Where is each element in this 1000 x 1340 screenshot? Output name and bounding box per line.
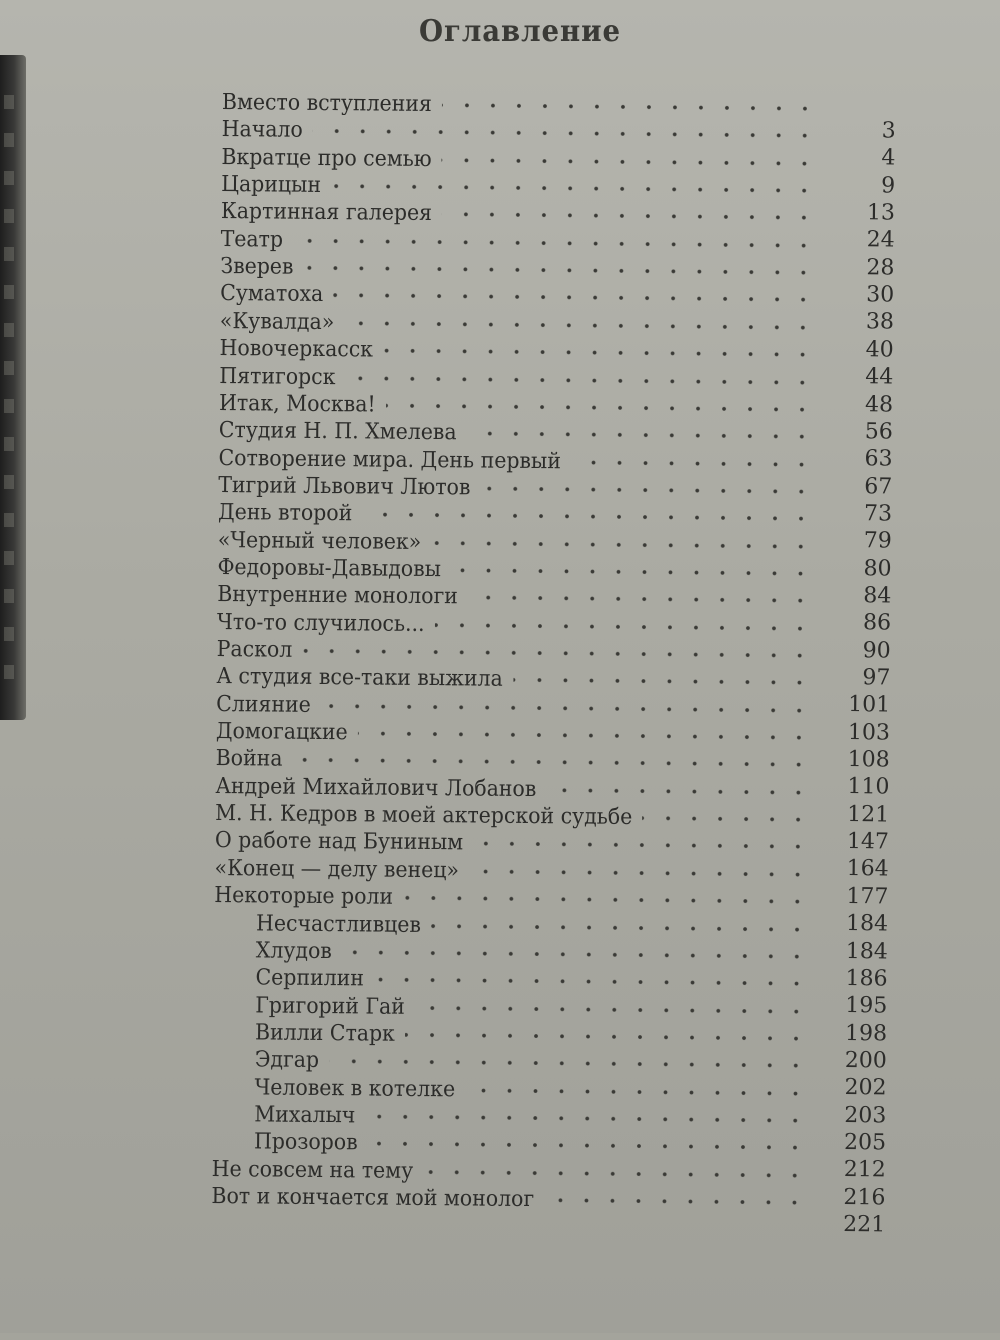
toc-subentry	[255, 1020, 817, 1051]
toc-entry-title: Слияние	[216, 691, 311, 718]
toc-entry-title: Некоторые роли	[214, 883, 394, 910]
toc-page-number: 4	[881, 145, 896, 171]
dot-leader	[405, 1033, 809, 1041]
toc-page-number: 216	[843, 1184, 886, 1211]
toc-entry-title: Тигрий Львович Лютов	[218, 472, 471, 501]
toc-page-number: 198	[844, 1020, 888, 1046]
toc-entry-title: Прозоров	[253, 1129, 358, 1156]
dot-leader	[321, 704, 812, 713]
toc-entry-title: Новочеркасск	[219, 336, 374, 363]
toc-page-number: 164	[846, 856, 889, 882]
toc-entry	[220, 254, 824, 286]
toc-entry	[219, 364, 823, 396]
toc-entry-title: «Черный человек»	[217, 527, 422, 555]
dot-leader	[403, 896, 810, 904]
toc-page-number: 90	[862, 637, 891, 664]
toc-entry-title: А студия все-таки выжила	[216, 664, 503, 693]
toc-page-number: 147	[846, 829, 890, 855]
toc-page-number: 202	[844, 1075, 887, 1101]
toc-entry-title: Вот и кончается мой монолог	[211, 1183, 535, 1213]
toc-entry	[220, 281, 824, 313]
dot-leader	[313, 129, 818, 138]
toc-entry-title: Григорий Гай	[255, 992, 406, 1020]
toc-page-number: 79	[863, 528, 892, 554]
toc-page-number: 200	[844, 1047, 887, 1074]
dot-leader	[333, 294, 816, 303]
toc-entry-title: Театр	[220, 226, 284, 253]
toc-entry-title: Эдгар	[254, 1047, 320, 1074]
toc-page-number: 13	[866, 200, 896, 226]
dot-leader	[467, 432, 815, 439]
toc-entry-title: Несчастливцев	[255, 910, 422, 938]
dot-leader	[303, 649, 813, 658]
dot-leader	[470, 869, 811, 876]
dot-leader	[435, 623, 813, 631]
toc-entry	[221, 227, 825, 259]
toc-subentry	[256, 938, 818, 969]
toc-page-number: 221	[843, 1212, 886, 1238]
toc-page-number: 110	[847, 774, 890, 800]
toc-page-number: 84	[863, 583, 892, 609]
toc-entry-title: «Кувалда»	[219, 308, 335, 335]
dot-leader	[365, 1114, 808, 1122]
dot-leader	[345, 376, 815, 385]
toc-page-number: 9	[881, 173, 896, 199]
dot-leader	[451, 568, 813, 575]
dot-leader	[432, 541, 814, 549]
toc-page-number: 3	[881, 118, 896, 144]
toc-entry	[218, 528, 822, 560]
toc-entry	[214, 883, 818, 915]
toc-page-number: 48	[864, 391, 894, 417]
dot-leader	[513, 678, 812, 685]
toc-entry-title: Серпилин	[255, 965, 365, 992]
toc-entry-title: О работе над Буниным	[214, 828, 464, 856]
toc-entry-title: День второй	[217, 500, 353, 527]
dot-leader	[294, 238, 817, 247]
toc-entry	[221, 145, 825, 177]
dot-leader	[424, 1170, 808, 1178]
toc-entry	[218, 446, 822, 478]
toc-entry-title: Итак, Москва!	[218, 390, 376, 418]
toc-page-number: 40	[865, 337, 894, 363]
toc-entry-title: Картинная галерея	[220, 199, 433, 227]
dot-leader	[474, 842, 811, 849]
dot-leader	[358, 731, 812, 739]
toc-entry-title: Михалыч	[254, 1102, 356, 1129]
dot-leader	[431, 924, 810, 932]
dot-leader	[465, 1088, 808, 1095]
toc-entry	[221, 172, 825, 204]
dot-leader	[544, 1198, 807, 1205]
toc-page-number: 103	[847, 719, 891, 746]
toc-entry	[222, 90, 826, 122]
toc-entry-title: Пятигорск	[219, 363, 336, 390]
toc-subentry	[256, 911, 818, 942]
toc-entry-title: Внутренние монологи	[217, 582, 458, 610]
toc-entry-title: Вкратце про семью	[221, 144, 432, 172]
toc-page-number: 212	[843, 1157, 886, 1183]
toc-page-number: 195	[845, 993, 888, 1019]
toc-page-number: 80	[863, 555, 892, 582]
toc-page-number: 56	[864, 419, 893, 445]
toc-entry-title: Начало	[221, 117, 303, 144]
toc-entry-title: Вилли Старк	[254, 1020, 396, 1047]
dot-leader	[480, 486, 814, 493]
toc-entry-title: Человек в котелке	[254, 1074, 456, 1102]
dot-leader	[386, 403, 815, 411]
dot-leader	[375, 978, 810, 986]
toc-page-number: 38	[865, 309, 895, 335]
toc-subentry	[254, 1130, 816, 1161]
toc-entry	[217, 637, 821, 669]
dot-leader	[572, 460, 815, 466]
toc-subentry	[255, 993, 817, 1024]
toc-entry	[219, 336, 823, 368]
toc-page-number: 86	[862, 610, 892, 636]
toc-entry	[216, 746, 820, 778]
toc-entry	[217, 582, 821, 614]
toc-page-number: 63	[864, 446, 893, 472]
toc-page-number: 184	[845, 938, 888, 964]
dot-leader	[362, 513, 814, 521]
toc-entry	[217, 555, 821, 587]
toc-page-number: 203	[844, 1102, 887, 1129]
toc-entry-title: М. Н. Кедров в моей актерской судьбе	[215, 801, 633, 831]
toc-entry-title: Хлудов	[255, 938, 332, 964]
toc-entry-title: Суматоха	[220, 281, 324, 308]
toc-entry-title: Андрей Михайлович Лобанов	[215, 773, 537, 802]
toc-entry	[218, 473, 822, 505]
toc-entry	[219, 418, 823, 450]
toc-entry-title: Война	[215, 746, 283, 773]
toc-entry	[215, 828, 819, 860]
toc-entry-title: Царицын	[221, 172, 322, 199]
dot-leader	[345, 321, 816, 330]
toc-entry	[222, 117, 826, 149]
toc-entry-title: «Конец — делу венец»	[214, 855, 460, 884]
toc-subentry	[255, 966, 817, 997]
toc-entry-title: Сотворение мира. День первый	[218, 445, 562, 474]
toc-entry	[216, 692, 820, 724]
toc-entry-title: Федоровы-Давыдовы	[217, 554, 442, 583]
toc-entry	[215, 801, 819, 833]
toc-entry-title: Домогацкие	[215, 719, 348, 746]
toc-page-number: 101	[848, 692, 891, 718]
dot-leader	[441, 158, 817, 166]
toc-page-number: 177	[846, 883, 889, 910]
toc-entry	[216, 719, 820, 751]
toc-entry-title: Вместо вступления	[221, 90, 433, 118]
toc-page-number: 184	[846, 911, 889, 937]
toc-entry	[215, 774, 819, 806]
toc-page-number: 97	[862, 665, 891, 691]
toc-entry	[212, 1157, 816, 1189]
toc-subentry	[254, 1102, 816, 1133]
toc-page-number: 24	[866, 227, 895, 253]
toc-entry-title: Студия Н. П. Хмелева	[218, 418, 457, 446]
toc-entry	[217, 610, 821, 642]
dot-leader	[415, 1005, 809, 1013]
toc-entry	[220, 309, 824, 341]
toc-entry	[211, 1184, 815, 1216]
page-title: Оглавление	[419, 14, 621, 49]
dot-leader	[293, 758, 812, 767]
toc-page-number: 108	[847, 747, 890, 773]
toc-page-number: 205	[843, 1129, 887, 1156]
toc-entry-title: Не совсем на тему	[211, 1156, 414, 1184]
toc-entry	[218, 500, 822, 532]
toc-entry	[219, 391, 823, 423]
toc-page-number: 30	[866, 282, 895, 308]
dot-leader	[330, 1059, 809, 1068]
toc-page-number: 73	[863, 501, 893, 527]
dot-leader	[468, 596, 813, 603]
toc-entry	[214, 856, 818, 888]
toc-page-number: 121	[847, 801, 890, 828]
toc-page-number: 186	[845, 965, 888, 992]
dot-leader	[546, 788, 811, 795]
toc-entry	[216, 664, 820, 696]
toc-subentry	[254, 1075, 816, 1106]
toc-page-number: 67	[864, 473, 893, 500]
dot-leader	[342, 950, 810, 958]
toc-entry-title: Что-то случилось...	[216, 609, 425, 637]
toc-entry-title: Раскол	[216, 636, 293, 663]
dot-leader	[442, 213, 817, 221]
toc-page-number: 28	[866, 254, 895, 281]
dot-leader	[642, 816, 811, 822]
dot-leader	[368, 1142, 808, 1150]
toc-page-number: 44	[865, 364, 894, 390]
toc-subentry	[255, 1048, 817, 1079]
dot-leader	[331, 184, 817, 193]
dot-leader	[442, 103, 818, 111]
dot-leader	[384, 349, 816, 357]
toc-entry	[221, 199, 825, 231]
toc-entry-title: Зверев	[220, 254, 294, 280]
dot-leader	[303, 266, 816, 275]
